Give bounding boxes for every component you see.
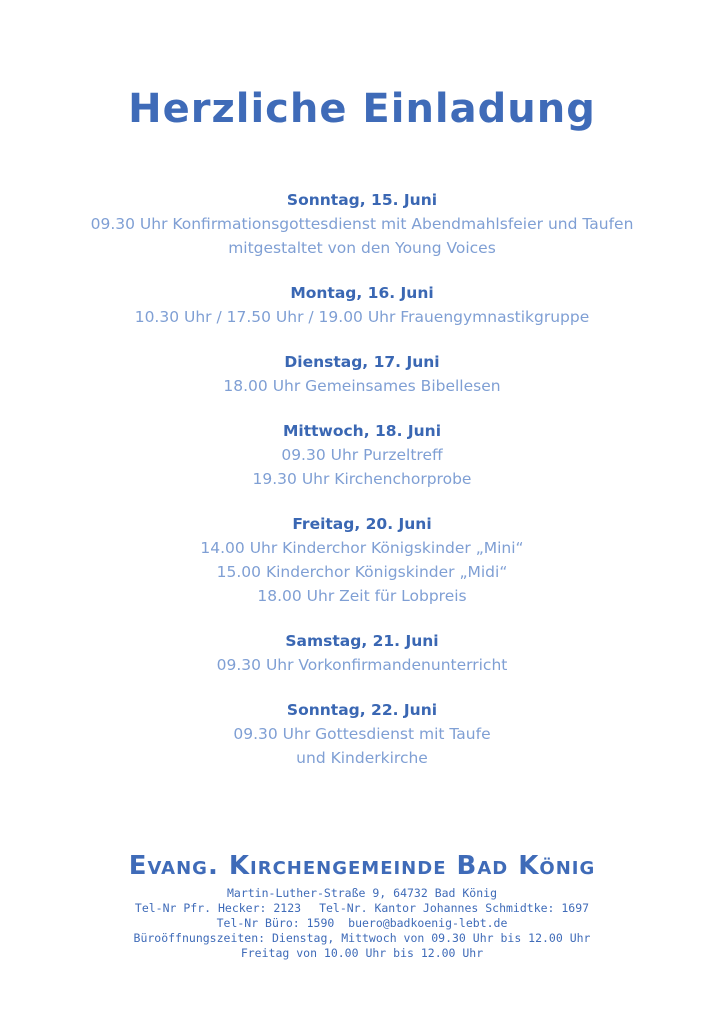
event-line: mitgestaltet von den Young Voices — [228, 239, 496, 257]
event-date: Samstag, 21. Juni — [285, 632, 439, 650]
event-item — [0, 629, 724, 677]
event-item — [0, 698, 724, 770]
organization-name: Evang. Kirchengemeinde Bad König — [128, 851, 596, 881]
event-item — [0, 512, 724, 608]
event-item — [0, 419, 724, 491]
event-date: Mittwoch, 18. Juni — [282, 422, 442, 440]
event-line: 09.30 Uhr Gottesdienst mit Taufe — [233, 725, 491, 743]
event-item — [0, 281, 724, 329]
page-title: Herzliche Einladung — [128, 86, 596, 132]
event-line: 18.00 Uhr Zeit für Lobpreis — [257, 587, 467, 605]
event-item — [0, 188, 724, 260]
phone-office: Tel-Nr Büro: 1590 — [216, 916, 335, 930]
event-date: Montag, 16. Juni — [290, 284, 434, 302]
event-line: 09.30 Uhr Purzeltreff — [281, 446, 443, 464]
event-date: Freitag, 20. Juni — [292, 515, 432, 533]
event-date: Sonntag, 15. Juni — [286, 191, 438, 209]
event-line: und Kinderkirche — [296, 749, 428, 767]
event-line: 09.30 Uhr Konfirmationsgottesdienst mit Abendmahlsfeier und Taufen — [90, 215, 634, 233]
event-item — [0, 350, 724, 398]
phone-row — [0, 901, 724, 916]
event-date: Dienstag, 17. Juni — [284, 353, 440, 371]
footer — [0, 846, 724, 961]
phone-pastor: Tel-Nr Pfr. Hecker: 2123 — [134, 901, 302, 915]
event-line: 15.00 Kinderchor Königskinder „Midi“ — [216, 563, 508, 581]
event-line: 19.30 Uhr Kirchenchorprobe — [252, 470, 472, 488]
event-list — [0, 188, 724, 791]
office-hours-friday: Freitag von 10.00 Uhr bis 12.00 Uhr — [240, 946, 484, 960]
event-line: 09.30 Uhr Vorkonfirmandenunterricht — [216, 656, 508, 674]
event-line: 10.30 Uhr / 17.50 Uhr / 19.00 Uhr Frauengymnastikgruppe — [134, 308, 590, 326]
address: Martin-Luther-Straße 9, 64732 Bad König — [226, 886, 498, 900]
phone-kantor: Tel-Nr. Kantor Johannes Schmidtke: 1697 — [319, 901, 590, 915]
event-date: Sonntag, 22. Juni — [286, 701, 438, 719]
office-row — [0, 916, 724, 931]
office-hours: Büroöffnungszeiten: Dienstag, Mittwoch von 09.30 Uhr bis 12.00 Uhr — [133, 931, 591, 945]
email-link[interactable]: buero@badkoenig-lebt.de — [348, 916, 508, 930]
event-line: 18.00 Uhr Gemeinsames Bibellesen — [223, 377, 501, 395]
event-line: 14.00 Uhr Kinderchor Königskinder „Mini“ — [200, 539, 524, 557]
